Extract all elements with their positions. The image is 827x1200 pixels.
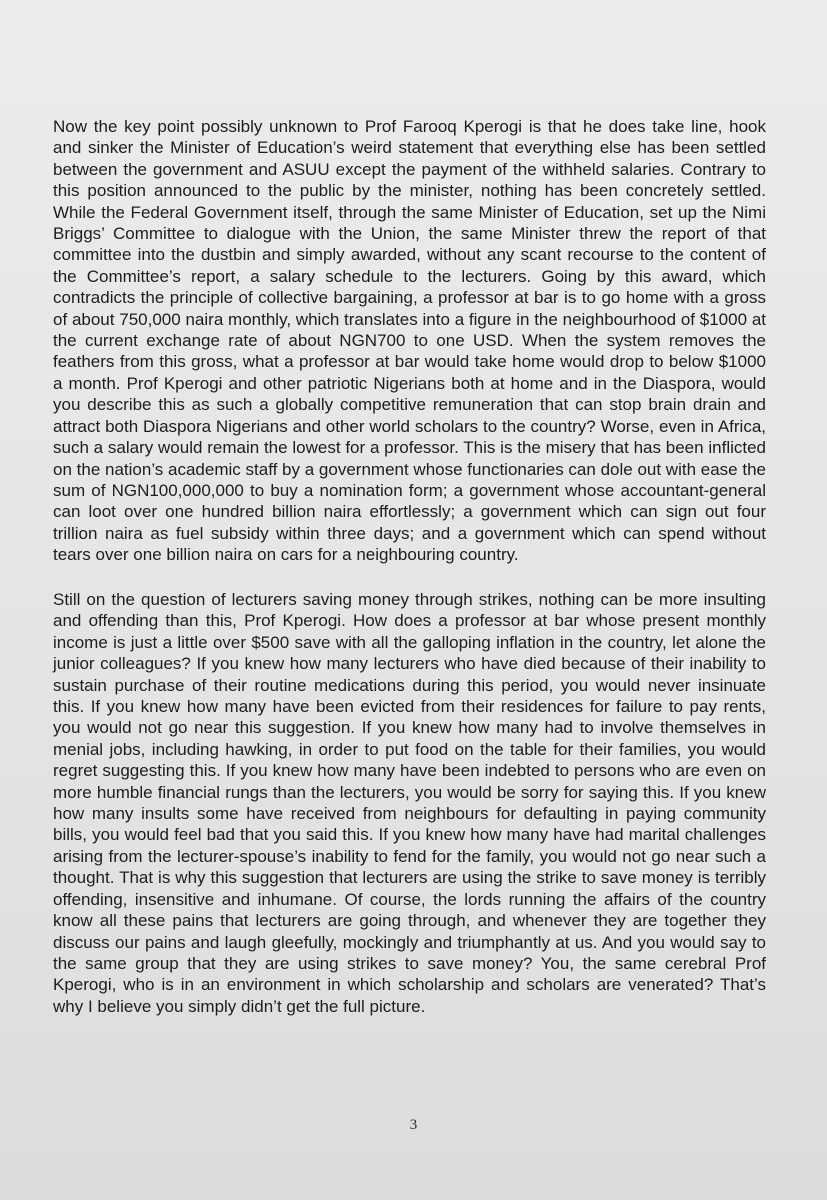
- body-paragraph-2: Still on the question of lecturers saving money through strikes, nothing can be more insulting and offending than this, Prof Kperogi. How does a professor at bar whose present monthly income is just a little over $500 save with all the galloping inflation in the country, let alone the junior colleagues? If you knew how many lecturers who have died because of their inability to sustain purchase of their routine medications during this period, you would never insinuate this. If you knew how many have been evicted from their residences for failure to pay rents, you would not go near this suggestion. If you knew how many had to involve themselves in menial jobs, including hawking, in order to put food on the table for their families, you would regret suggesting this. If you knew how many have been indebted to persons who are even on more humble financial rungs than the lecturers, you would be sorry for saying this. If you knew how many insults some have received from neighbours for defaulting in paying community bills, you would feel bad that you said this. If you knew how many have had marital challenges arising from the lecturer-spouse’s inability to fend for the family, you would not go near such a thought. That is why this suggestion that lecturers are using the strike to save money is terribly offending, insensitive and inhumane. Of course, the lords running the affairs of the country know all these pains that lecturers are going through, and whenever they are together they discuss our pains and laugh gleefully, mockingly and triumphantly at us. And you would say to the same group that they are using strikes to save money? You, the same cerebral Prof Kperogi, who is in an environment in which scholarship and scholars are venerated? That’s why I believe you simply didn’t get the full picture.: [53, 590, 766, 1016]
- body-paragraph-1: Now the key point possibly unknown to Prof Farooq Kperogi is that he does take line, hook and sinker the Minister of Education’s weird statement that everything else has been settled between the government and ASUU except the payment of the withheld salaries. Contrary to this position announced to the public by the minister, nothing has been concretely settled. While the Federal Government itself, through the same Minister of Education, set up the Nimi Briggs’ Committee to dialogue with the Union, the same Minister threw the report of that committee into the dustbin and simply awarded, without any scant recourse to the content of the Committee’s report, a salary schedule to the lecturers. Going by this award, which contradicts the principle of collective bargaining, a professor at bar is to go home with a gross of about 750,000 naira monthly, which translates into a figure in the neighbourhood of $1000 at the current exchange rate of about NGN700 to one USD. When the system removes the feathers from this gross, what a professor at bar would take home would drop to below $1000 a month. Prof Kperogi and other patriotic Nigerians both at home and in the Diaspora, would you describe this as such a globally competitive remuneration that can stop brain drain and attract both Diaspora Nigerians and other world scholars to the country? Worse, even in Africa, such a salary would remain the lowest for a professor. This is the misery that has been inflicted on the nation’s academic staff by a government whose functionaries can dole out with ease the sum of NGN100,000,000 to buy a nomination form; a government whose accountant-general can loot over one hundred billion naira effortlessly; a government which can sign out four trillion naira as fuel subsidy within three days; and a government which can spend without tears over one billion naira on cars for a neighbouring country.: [53, 117, 766, 565]
- page-number: 3: [409, 1117, 418, 1133]
